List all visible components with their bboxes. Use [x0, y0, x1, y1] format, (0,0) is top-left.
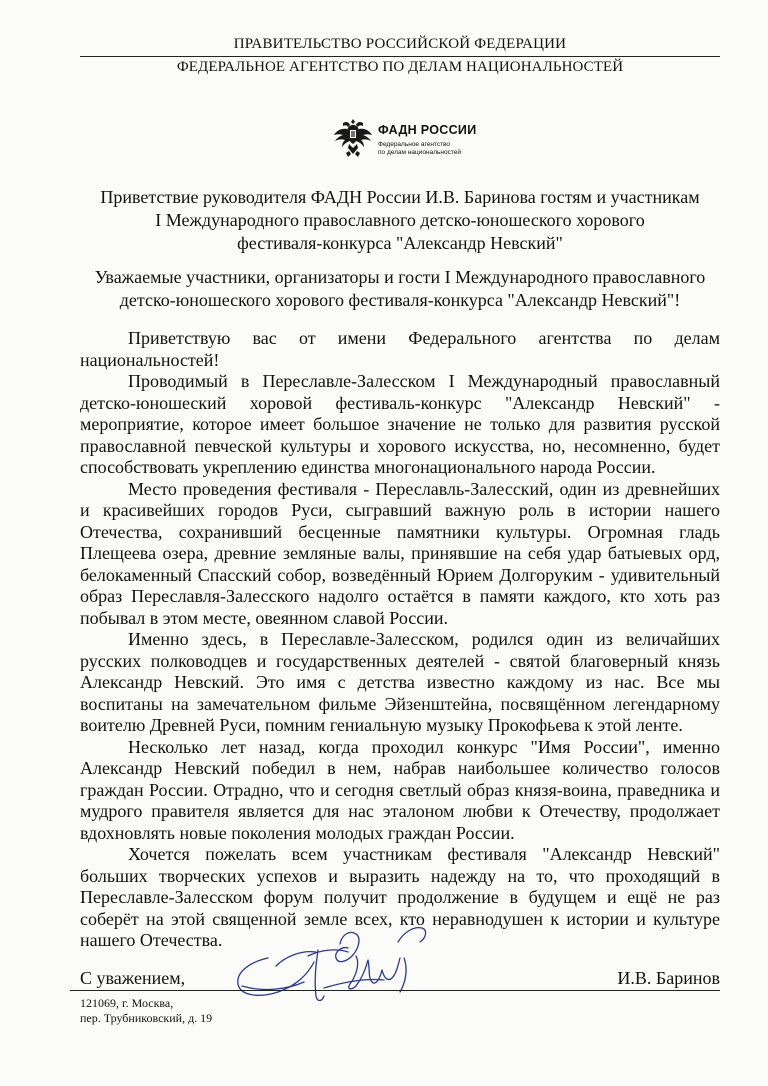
body-paragraph: Проводимый в Переславле-Залесском I Международный православный детско-юношеский хоровой фестиваль-конкурс "Александр Невский" - мероприятие, которое имеет большое значение не только для развития русской православной певческой культуры и хорового искусства, но, несомненно, будет способствовать укреплению единства многонационального народа России. — [80, 371, 720, 477]
title-line: фестиваля-конкурса "Александр Невский" — [237, 233, 563, 253]
footer-address — [80, 996, 212, 1026]
title-line: I Международного православного детско-юношеского хорового — [155, 210, 645, 230]
body-paragraph: Несколько лет назад, когда проходил конкурс "Имя России", именно Александр Невский победил в нем, набрав наибольшее количество голосов граждан России. Отрадно, что и сегодня светлый образ князя-воина, праведника и мудрого правителя является для нас эталоном любви к Отечеству, продолжает вдохновлять новые поколения молодых граждан России. — [80, 736, 720, 843]
letterhead-government: ПРАВИТЕЛЬСТВО РОССИЙСКОЙ ФЕДЕРАЦИИ — [233, 36, 567, 52]
double-headed-eagle-icon — [332, 115, 374, 159]
salutation-line: Уважаемые участники, организаторы и гости I Международного православного — [94, 267, 706, 287]
body-paragraph: Именно здесь, в Переславле-Залесском, родился один из величайших русских полководцев и государственных деятелей - святой благоверный князь Александр Невский. Это имя с детства известно каждому из нас. Все мы воспитаны на замечательном фильме Эйзенштейна, посвящённом легендарному воителю Древней Руси, помним гениальную музыку Прокофьева к этой ленте. — [80, 629, 720, 735]
letterhead-divider — [80, 56, 720, 57]
body-paragraph: Место проведения фестиваля - Переславль-Залесский, один из древнейших и красивейших городов Руси, сыгравший важную роль в истории нашего Отечества, сохранивший бесценные памятники культуры. Огромная гладь Плещеева озера, древние земляные валы, принявшие на себя удар батыевых орд, белокаменный Спасский собор, возведённый Юрием Долгоруким - удивительный образ Переславля-Залесского надолго остаётся в памяти каждого, кто хоть раз побывал в этом месте, овеянном славой России. — [80, 478, 720, 628]
title-line: Приветствие руководителя ФАДН России И.В. Баринова гостям и участникам — [100, 187, 700, 207]
document-title — [60, 186, 740, 255]
body-paragraph: Хочется пожелать всем участникам фестиваля "Александр Невский" больших творческих успехов и выразить надежду на то, что проходящий в Переславле-Залесском форум получит продолжение в будущем и ещё не раз соберёт на этой священной земле всех, кто неравнодушен к истории и культуре нашего Отечества. — [80, 844, 720, 950]
signer-name: И.В. Баринов — [617, 968, 720, 988]
salutation-line: детско-юношеского хорового фестиваля-конкурса "Александр Невский"! — [119, 290, 681, 310]
footer-address-line: 121069, г. Москва, — [80, 996, 174, 1010]
salutation — [60, 266, 740, 312]
closing-phrase: С уважением, — [80, 968, 186, 988]
handwritten-signature — [228, 906, 458, 1012]
agency-logo — [332, 115, 482, 165]
logo-subtitle: Федеральное агентство по делам национальностей — [378, 141, 461, 156]
footer-divider — [70, 990, 720, 991]
letter-body — [80, 328, 720, 952]
logo-title: ФАДН РОССИИ — [378, 123, 477, 137]
letterhead-agency: ФЕДЕРАЛЬНОЕ АГЕНТСТВО ПО ДЕЛАМ НАЦИОНАЛЬНОСТЕЙ — [176, 59, 624, 75]
body-paragraph: Приветствую вас от имени Федерального агентства по делам национальностей! — [80, 328, 720, 370]
footer-address-line: пер. Трубниковский, д. 19 — [80, 1011, 213, 1025]
